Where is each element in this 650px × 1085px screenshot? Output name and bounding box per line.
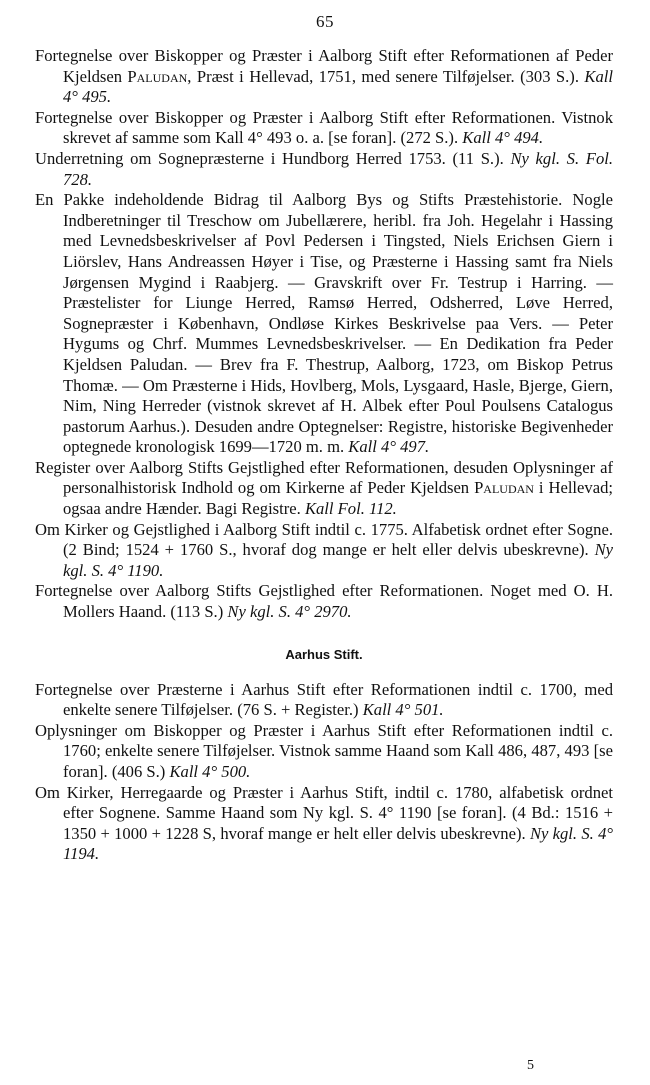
shelfmark: Kall 4° 494.: [462, 128, 544, 148]
entry-author-name: Paludan: [474, 478, 534, 498]
entry-text: Fortegnelse over Aalborg Stifts Gejstlighed efter Reformationen. Noget med O. H. Mollers Haand. (113 S.): [35, 581, 613, 622]
catalog-entry: [35, 721, 613, 783]
catalog-entry: [35, 520, 613, 582]
entry-text: i Hellevad; ogsaa andre Hænder. Bagi Registre.: [63, 478, 613, 519]
shelfmark: Kall 4° 501.: [362, 700, 444, 720]
entry-text: Om Kirker og Gejstlighed i Aalborg Stift indtil c. 1775. Alfabetisk ordnet efter Sogne. (2 Bind; 1524 + 1760 S., hvoraf dog mange er helt eller delvis ubeskrevne).: [35, 519, 613, 560]
shelfmark: Kall Fol. 112.: [304, 499, 397, 519]
catalog-entry: [35, 581, 613, 622]
shelfmark: Kall 4° 495.: [63, 66, 613, 107]
entry-author-name: Paludan: [127, 66, 188, 86]
section-heading: Aarhus Stift.: [285, 646, 363, 662]
shelfmark: Ny kgl. S. Fol. 728.: [63, 148, 613, 189]
catalog-entry: [35, 149, 613, 190]
page-number: 65: [316, 12, 334, 31]
entry-text: Oplysninger om Biskopper og Præster i Aarhus Stift efter Reformationen indtil c. 1760; enkelte senere Tilføjelser. Vistnok samme Haand som Kall 486, 487, 493 [se foran]. (406 S.): [35, 720, 613, 781]
shelfmark: Kall 4° 500.: [169, 762, 251, 781]
entry-text: , Præst i Hellevad, 1751, med senere Tilføjelser. (303 S.).: [187, 66, 585, 86]
catalog-content: [35, 46, 613, 865]
catalog-entry: [35, 680, 613, 721]
catalog-entry: [35, 108, 613, 149]
entry-text: Fortegnelse over Præsterne i Aarhus Stift efter Reformationen indtil c. 1700, med enkelte senere Tilføjelser. (76 S. + Register.): [35, 679, 613, 720]
catalog-entry: [35, 46, 613, 108]
signature-mark: 5: [527, 1058, 534, 1073]
shelfmark: Ny kgl. S. 4° 1190.: [63, 540, 613, 580]
shelfmark: Kall 4° 497.: [348, 437, 430, 457]
shelfmark: Ny kgl. S. 4° 1194.: [63, 823, 614, 864]
catalog-entry: [35, 458, 613, 520]
entry-text: Fortegnelse over Biskopper og Præster i Aalborg Stift efter Reformationen af Peder Kjeldsen: [35, 46, 613, 86]
shelfmark: Ny kgl. S. 4° 2970.: [227, 602, 352, 622]
catalog-entry: [35, 783, 613, 865]
catalog-entry: [35, 190, 613, 458]
entry-text: Underretning om Sognepræsterne i Hundborg Herred 1753. (11 S.).: [35, 148, 511, 168]
entry-text: Om Kirker, Herregaarde og Præster i Aarhus Stift, indtil c. 1780, alfabetisk ordnet efter Sognene. Samme Haand som Ny kgl. S. 4° 1190 [se foran]. (4 Bd.: 1516 + 1350 + 1000 + 1228 S, hvoraf mange er helt eller delvis ubeskrevne).: [35, 782, 613, 843]
entry-text: Register over Aalborg Stifts Gejstlighed efter Reformationen, desuden Oplysninger af personalhistorisk Indhold og om Kirkerne af Peder Kjeldsen: [35, 457, 613, 498]
entry-text: En Pakke indeholdende Bidrag til Aalborg Bys og Stifts Præstehistorie. Nogle Indberetninger til Treschow om Jubellærere, heribl. fra Joh. Hegelahr i Hassing med Levnedsbeskrivelser af Povl Pedersen i Tingsted, Niels Erichsen Giern i Liörslev, Hans Andreassen Høyer i Tise, og Præsterne i Hassing samt fra Niels Jørgensen Mygind i Raabjerg. — Gravskrift over Fr. Testrup i Harring. — Præstelister for Liunge Herred, Ramsø Herred, Odsherred, Løve Herred, Sognepræster i København, Ondløse Kirkes Beskrivelse paa Vers. — Peter Hygums og Chrf. Mummes Levnedsbeskrivelser. — En Dedikation fra Peder Kjeldsen Paludan. — Brev fra F. Thestrup, Aalborg, 1723, om Biskop Petrus Thomæ. — Om Præsterne i Hids, Hovlberg, Mols, Lysgaard, Hasle, Bjerge, Giern, Nim, Ning Herreder (vistnok skrevet af H. Albek efter Poul Poulsens Catalogus pastorum Aarhus.). Desuden andre Optegnelser: Registre, historiske Begivenheder optegnede kronologisk 1699—1720 m. m.: [35, 190, 613, 457]
entry-text: Fortegnelse over Biskopper og Præster i Aalborg Stift efter Reformationen. Vistnok skrevet af samme som Kall 4° 493 o. a. [se foran]. (272 S.).: [35, 107, 613, 148]
